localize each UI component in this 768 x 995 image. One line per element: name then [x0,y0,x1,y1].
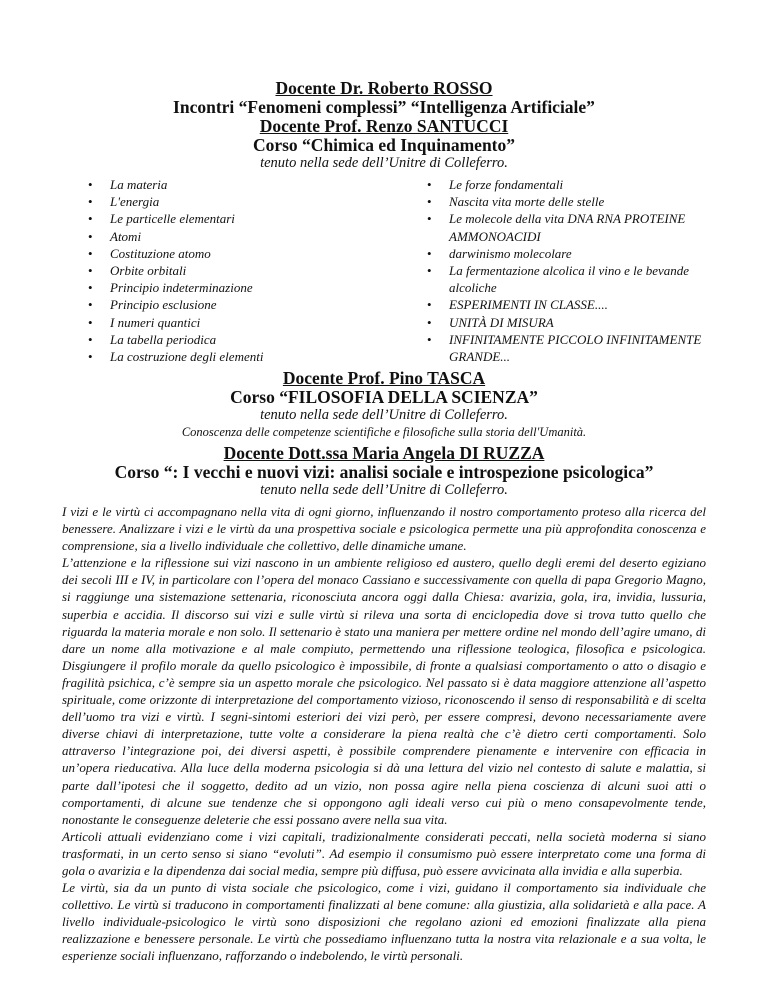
topic-list-left [88,176,388,365]
docente-heading-santucci: Docente Prof. Renzo SANTUCCI [259,116,509,136]
list-item: • darwinismo molecolare [427,245,717,262]
body-paragraph: I vizi e le virtù ci accompagnano nella vita di ogni giorno, influenzando il nostro comportamento proteso alla ricerca del benessere. Analizzare i vizi e le virtù da una prospettiva sociale e psicologica permette una più approfondita conoscenza e comprensione, sia a livello individuale che collettivo, delle dinamiche umane. [62,504,706,554]
list-item: • La fermentazione alcolica il vino e le bevande alcoliche [427,262,717,296]
sede-note: tenuto nella sede dell’Unitre di Colleferro. [260,407,508,423]
section-di-ruzza [0,444,768,499]
list-item: • L'energia [88,193,388,210]
topic-lists [0,176,768,366]
list-item: • Atomi [88,228,388,245]
corso-body-text [62,503,706,965]
corso-title-chimica: Corso “Chimica ed Inquinamento” [252,135,516,155]
list-item: • La materia [88,176,388,193]
section-rosso-santucci [0,79,768,172]
docente-heading-di-ruzza: Docente Dott.ssa Maria Angela DI RUZZA [223,443,545,463]
list-item: • Nascita vita morte delle stelle [427,193,717,210]
body-paragraph: Articoli attuali evidenziano come i vizi capitali, tradizionalmente considerati peccati, nella società moderna si siano trasformati, in un certo senso si siano “evoluti”. Ad esempio il consumismo può essere interpretato come una forma di gola o avarizia e la dipendenza dai social media, sempre più diffusa, può essere avvicinata alla invidia e alla superbia. [62,828,706,878]
list-item: • Orbite orbitali [88,262,388,279]
list-item: • Le forze fondamentali [427,176,717,193]
sede-note: tenuto nella sede dell’Unitre di Colleferro. [260,155,508,171]
body-paragraph: L’attenzione e la riflessione sui vizi nascono in un ambiente religioso ed austero, quello degli eremi del deserto egiziano dei secoli III e IV, in particolare con l’opera del monaco Cassiano e successivamente con quella di papa Gregorio Magno, si raggiunge una sistemazione settenaria, riconosciuta ancora oggi dalla Chiesa: avarizia, gola, ira, invidia, lussuria, superbia e accidia. Il discorso sui vizi e sulle virtù si rileva una sorta di enciclopedia dove si trova tutto quello che riguarda la materia morale e non solo. Il settenario è stato una maniera per mettere ordine nel mondo dell’agire umano, di dare un nome alla motivazione e al male compiuto, permettendo una riflessione teologica, filosofica e psicologica. Disgiungere il profilo morale da quello psicologico è impossibile, di fronte a qualsiasi comportamento o atto o disagio e fragilità psichica, c’è sempre sia un aspetto morale che psicologico. Nel passato si è data maggiore attenzione all’aspetto spirituale, come orizzonte di interpretazione del comportamento vizioso, riconoscendo il senso di responsabilità e di scelta dell’uomo tra vizi e virtù. I segni-sintomi esteriori dei vizi però, per essere compresi, devono necessariamente avere diverse chiavi di interpretazione, tutte volte a considerare la piena realtà che c’è dietro certi comportamenti. Solo attraverso l’integrazione poi, dei diversi aspetti, è possibile comprendere pienamente e intervenire con efficacia in un’opera rieducativa. Alla luce della moderna psicologia si dà una lettura del vizio nel contesto di salute e malattia, si parte dall’ipotesi che il soggetto, dedito ad un vizio, non possa agire nella piena coscienza di alcuni suoi atti o comportamenti, di alcune sue tendenze che si oppongono agli ideali verso cui più o meno consapevolmente tende, nonostante le conseguenze deleterie che essi possano avere nella sua vita. [62,555,706,827]
list-item: • I numeri quantici [88,314,388,331]
list-item: • Principio esclusione [88,296,388,313]
list-item: • INFINITAMENTE PICCOLO INFINITAMENTE GRANDE... [427,331,717,365]
list-item: • La costruzione degli elementi [88,348,388,365]
list-item: • Costituzione atomo [88,245,388,262]
list-item: • La tabella periodica [88,331,388,348]
list-item: • UNITÀ DI MISURA [427,314,717,331]
docente-heading-rosso: Docente Dr. Roberto ROSSO [275,78,493,98]
sede-note: tenuto nella sede dell’Unitre di Colleferro. [260,482,508,498]
corso-description: Conoscenza delle competenze scientifiche e filosofiche sulla storia dell'Umanità. [181,425,587,439]
corso-title-vizi: Corso “: I vecchi e nuovi vizi: analisi sociale e introspezione psicologica” [114,462,654,482]
topic-list-right [427,176,717,365]
list-item: • Le particelle elementari [88,210,388,227]
list-item: • Principio indeterminazione [88,279,388,296]
corso-title-filosofia: Corso “FILOSOFIA DELLA SCIENZA” [230,387,538,407]
incontri-title: Incontri “Fenomeni complessi” “Intelligenza Artificiale” [173,97,595,117]
list-item: • ESPERIMENTI IN CLASSE.... [427,296,717,313]
body-paragraph: Le virtù, sia da un punto di vista sociale che psicologico, come i vizi, guidano il comportamento sia individuale che collettivo. Le virtù si traducono in comportamenti finalizzati al bene comune: alla giustizia, alla solidarietà e alla pace. A livello individuale-psicologico le virtù sono disposizioni che regolano azioni ed emozioni finalizzate alla piena realizzazione e benessere personale. Le virtù che possediamo influenzano tutta la nostra vita relazionale e a sua volta, le esperienze sociali influenzano, rafforzando o indebolendo, le virtù personali. [62,880,706,964]
section-tasca [0,369,768,440]
list-item: • Le molecole della vita DNA RNA PROTEINE AMMONOACIDI [427,210,717,244]
docente-heading-tasca: Docente Prof. Pino TASCA [282,368,486,388]
